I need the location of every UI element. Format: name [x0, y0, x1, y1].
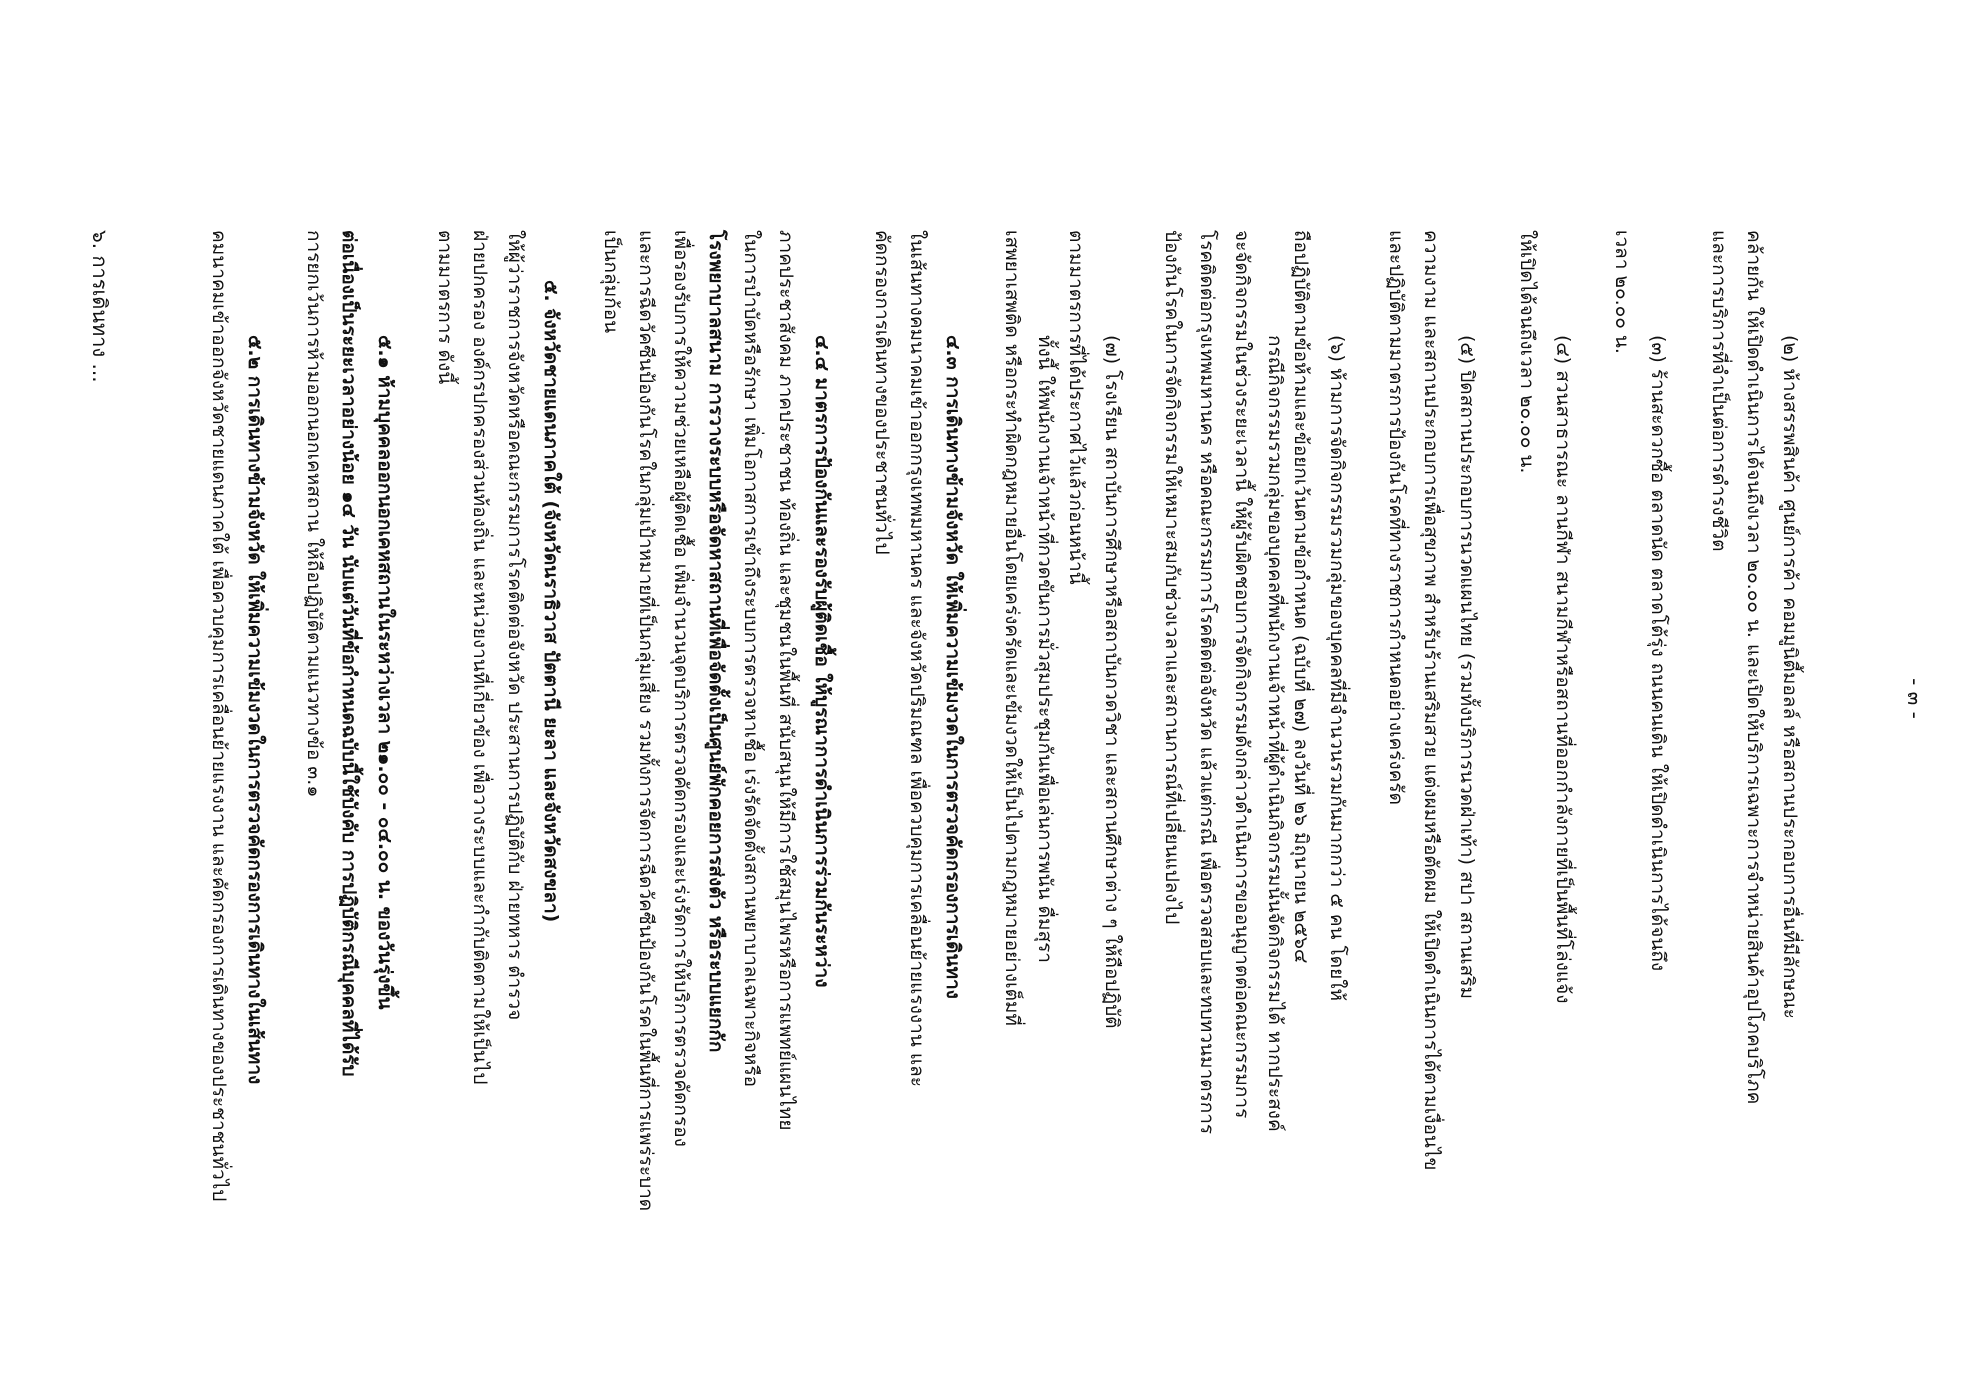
page-footer: ๖. การเดินทาง ... [88, 230, 112, 383]
text-line: ให้เปิดได้จนถึงเวลา ๒๐.๐๐ น. [1516, 230, 1538, 474]
text-line: เสพยาเสพติด หรือกระทำผิดกฎหมายอื่นโดยเคร่งครัดและเข้มงวดให้เป็นไปตามกฎหมายอย่างเต็มที่ [1001, 230, 1023, 1026]
text-line: ต่อเนื่องเป็นระยะเวลาอย่างน้อย ๑๔ วัน นับแต่วันที่ข้อกำหนดฉบับนี้ใช้บังคับ การปฏิบัติกรณีบุคคลที่ได้รับ [338, 230, 360, 1077]
text-line: ในเส้นทางคมนาคมเข้าออกกรุงเทพมหานคร และจังหวัดปริมณฑล เพื่อควบคุมการเคลื่อนย้ายแรงงาน และ [906, 230, 928, 1087]
text-line: คัดกรองการเดินทางของประชาชนทั่วไป [871, 230, 893, 555]
text-line: ถือปฏิบัติตามข้อห้ามและข้อยกเว้นตามข้อกำหนด (ฉบับที่ ๒๗) ลงวันที่ ๒๖ มิถุนายน ๒๕๖๔ [1290, 230, 1312, 964]
text-line: ทั้งนี้ ให้พนักงานเจ้าหน้าที่กวดขันการมั่วสุมประชุมกันเพื่อเล่นการพนัน ดื่มสุรา [1034, 335, 1056, 963]
text-line: (๓) ร้านสะดวกซื้อ ตลาดนัด ตลาดโต้รุ่ง ถนนคนเดิน ให้เปิดดำเนินการได้จนถึง [1647, 335, 1669, 972]
text-line: ๕. จังหวัดชายแดนภาคใต้ (จังหวัดนราธิวาส ปัตตานี ยะลา และจังหวัดสงขลา) [540, 280, 562, 923]
text-line: เป็นกลุ่มก้อน [600, 230, 622, 334]
text-line: เพื่อรองรับการให้ความช่วยเหลือผู้ติดเชื้อ เพิ่มจำนวนจุดบริการตรวจคัดกรองและเร่งรัดการให้บริการตรวจคัดกรอง [670, 230, 692, 1147]
text-line: (๗) โรงเรียน สถาบันการศึกษาหรือสถาบันกวดวิชา และสถานศึกษาต่าง ๆ ให้ถือปฏิบัติ [1101, 335, 1123, 1029]
text-line: (๕) ปิดสถานประกอบการนวดแผนไทย (รวมทั้งบริการนวดฝ่าเท้า) สปา สถานเสริม [1456, 335, 1478, 999]
text-line: โรคติดต่อกรุงเทพมหานคร หรือคณะกรรมการโรคติดต่อจังหวัด แล้วแต่กรณี เพื่อตรวจสอบและทบทวนมาตรการ [1196, 230, 1218, 1135]
text-line: ๔.๓ การเดินทางข้ามจังหวัด ให้เพิ่มความเข้มงวดในการตรวจคัดกรองการเดินทาง [942, 335, 964, 999]
text-line: โรงพยาบาลสนาม การวางระบบหรือจัดหาสถานที่เพื่อจัดตั้งเป็นศูนย์พักคอยการส่งตัว หรือระบบแยกกัก [705, 230, 727, 1053]
text-line: และปฏิบัติตามมาตรการป้องกันโรคที่ทางราชการกำหนดอย่างเคร่งครัด [1385, 230, 1407, 805]
text-line: ความงาม และสถานประกอบการเพื่อสุขภาพ สำหรับร้านเสริมสวย แต่งผมหรือตัดผม ให้เปิดดำเนินการได้ตามเงื่อนไข [1420, 230, 1442, 1171]
text-line: และการบริการที่จำเป็นต่อการดำรงชีวิต [1708, 230, 1730, 552]
text-line: คล้ายกัน ให้เปิดดำเนินการได้จนถึงเวลา ๒๐.๐๐ น. และเปิดให้บริการเฉพาะการจำหน่ายสินค้าอุปโภคบริโภค [1743, 230, 1765, 1105]
text-line: กรณีกิจกรรมรวมกลุ่มของบุคคลที่พนักงานเจ้าหน้าที่ผู้ดำเนินกิจกรรมนั้นจัดกิจกรรมได้ หากประสงค์ [1264, 335, 1286, 1132]
text-line: (๔) สวนสาธารณะ ลานกีฬา สนามกีฬาหรือสถานที่ออกกำลังกายที่เป็นพื้นที่โล่งแจ้ง [1552, 335, 1574, 1004]
text-line: ตามมาตรการ ดังนี้ [434, 230, 456, 385]
text-line: ๔.๔ มาตรการป้องกันและรองรับผู้ติดเชื้อ ให้บูรณาการดำเนินการร่วมกันระหว่าง [811, 335, 833, 988]
text-line: ๕.๑ ห้ามบุคคลออกนอกเคหสถานในระหว่างเวลา ๒๑.๐๐ - ๐๔.๐๐ น. ของวันรุ่งขึ้น [374, 335, 396, 1010]
text-line: คมนาคมเข้าออกจังหวัดชายแดนภาคใต้ เพื่อควบคุมการเคลื่อนย้ายแรงงาน และคัดกรองการเดินทางของประชาชนทั่วไป [208, 230, 230, 1202]
text-line: ภาคประชาสังคม ภาคประชาชน ท้องถิ่น และชุมชนในพื้นที่ สนับสนุนให้มีการใช้สมุนไพรหรือการแพทย์แผนไทย [775, 230, 797, 1131]
page-number: - ๓ - [1903, 678, 1927, 719]
text-line: การยกเว้นการห้ามออกนอกเคหสถาน ให้ถือปฏิบัติตามแนวทางข้อ ๓.๑ [303, 230, 325, 798]
text-line: ในการบำบัดหรือรักษา เพิ่มโอกาสการเข้าถึงระบบการตรวจหาเชื้อ เร่งรัดจัดตั้งสถานพยาบาลเฉพาะกิจหรือ [740, 230, 762, 1088]
text-line: (๖) ห้ามการจัดกิจกรรมรวมกลุ่มของบุคคลที่มีจำนวนรวมกันมากกว่า ๕ คน โดยให้ [1326, 335, 1348, 1002]
text-line: ป้องกันโรคในการจัดกิจกรรมให้เหมาะสมกับช่วงเวลาและสถานการณ์ที่เปลี่ยนแปลงไป [1161, 230, 1183, 925]
text-line: จะจัดกิจกรรมในช่วงระยะเวลานี้ ให้ผู้รับผิดชอบการจัดกิจกรรมดังกล่าวดำเนินการขออนุญาตต่อคณะกรรมการ [1231, 230, 1253, 1119]
text-line: ให้ผู้ว่าราชการจังหวัดหรือคณะกรรมการโรคติดต่อจังหวัด ประสานการปฏิบัติกับ ฝ่ายทหาร ตำรวจ [504, 230, 526, 1021]
text-line: เวลา ๒๐.๐๐ น. [1611, 230, 1633, 354]
text-line: และการฉีดวัคซีนป้องกันโรคในกลุ่มเป้าหมายที่เป็นกลุ่มเสี่ยง รวมทั้งการจัดการฉีดวัคซีนป้องกันโรคในพื้นที่การแพร่ระบาด [635, 230, 657, 1212]
text-line: ฝ่ายปกครอง องค์กรปกครองส่วนท้องถิ่น และหน่วยงานที่เกี่ยวข้อง เพื่อวางระบบและกำกับติดตามให้เป็นไป [469, 230, 491, 1085]
text-line: (๒) ห้างสรรพสินค้า ศูนย์การค้า คอมมูนิตี้มอลล์ หรือสถานประกอบการอื่นที่มีลักษณะ [1779, 335, 1801, 1019]
text-line: ๕.๒ การเดินทางข้ามจังหวัด ให้เพิ่มความเข้มงวดในการตรวจคัดกรองการเดินทางในเส้นทาง [244, 335, 266, 1085]
text-line: ตามมาตรการที่ได้ประกาศไว้แล้วก่อนหน้านี้ [1065, 230, 1087, 585]
